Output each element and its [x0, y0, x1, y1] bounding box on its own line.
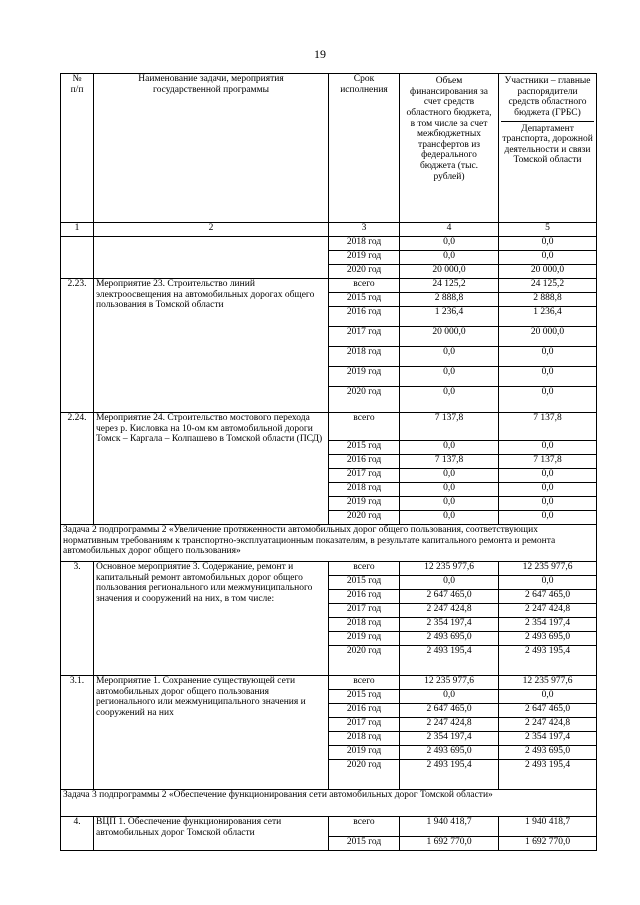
row-participant-funding: 0,0	[499, 497, 597, 511]
row-year: всего	[329, 413, 400, 441]
row-year: 2018 год	[329, 237, 400, 251]
row-funding: 2 354 197,4	[400, 732, 499, 746]
row-year: всего	[329, 562, 400, 576]
row-funding: 12 235 977,6	[400, 676, 499, 690]
table-row	[61, 676, 597, 690]
row-participant-funding: 2 493 195,4	[499, 760, 597, 790]
row-participant-funding: 0,0	[499, 576, 597, 590]
row-year: 2020 год	[329, 646, 400, 676]
row-participant-funding: 2 493 695,0	[499, 746, 597, 760]
row-participant-funding: 1 236,4	[499, 307, 597, 327]
row-funding: 2 493 195,4	[400, 760, 499, 790]
row-year: 2016 год	[329, 307, 400, 327]
row-funding: 2 247 424,8	[400, 604, 499, 618]
table-row	[61, 237, 597, 251]
row-name: Мероприятие 1. Сохранение существующей сети автомобильных дорог общего пользования регионального или межмуниципального значения и сооружений на них	[94, 676, 329, 790]
row-funding: 2 647 465,0	[400, 704, 499, 718]
row-name	[94, 237, 329, 279]
row-funding: 0,0	[400, 441, 499, 455]
row-funding: 0,0	[400, 469, 499, 483]
row-year: 2018 год	[329, 618, 400, 632]
row-year: 2016 год	[329, 455, 400, 469]
row-year: всего	[329, 817, 400, 837]
row-funding: 0,0	[400, 387, 499, 413]
row-funding: 0,0	[400, 511, 499, 525]
row-participant-funding: 2 354 197,4	[499, 732, 597, 746]
row-participant-funding: 12 235 977,6	[499, 676, 597, 690]
header-participants	[499, 74, 597, 223]
row-year: 2015 год	[329, 690, 400, 704]
row-year: 2020 год	[329, 265, 400, 279]
table-row	[61, 413, 597, 441]
table-row	[61, 817, 597, 837]
task-2-title: Задача 2 подпрограммы 2 «Увеличение протяженности автомобильных дорог общего пользования, соответствующих нормативным требованиям к транспортно-эксплуатационным показателям, в результате капитального ремонта и ремонта автомобильных дорог общего пользования»	[61, 525, 597, 562]
row-year: 2017 год	[329, 327, 400, 347]
row-participant-funding: 1 940 418,7	[499, 817, 597, 837]
row-participant-funding: 2 888,8	[499, 293, 597, 307]
row-participant-funding: 0,0	[499, 347, 597, 367]
row-funding: 0,0	[400, 251, 499, 265]
header-no: № п/п	[61, 74, 94, 223]
row-year: 2018 год	[329, 483, 400, 497]
row-funding: 12 235 977,6	[400, 562, 499, 576]
row-number: 4.	[61, 817, 94, 851]
row-funding: 2 647 465,0	[400, 590, 499, 604]
row-year: 2017 год	[329, 469, 400, 483]
row-participant-funding: 0,0	[499, 511, 597, 525]
row-year: 2017 год	[329, 718, 400, 732]
row-participant-funding: 2 493 195,4	[499, 646, 597, 676]
row-funding: 1 940 418,7	[400, 817, 499, 837]
column-numbers-row	[61, 223, 597, 237]
row-funding: 2 888,8	[400, 293, 499, 307]
row-year: 2017 год	[329, 604, 400, 618]
row-funding: 2 493 695,0	[400, 632, 499, 646]
row-funding: 1 236,4	[400, 307, 499, 327]
row-year: 2015 год	[329, 441, 400, 455]
row-funding: 0,0	[400, 576, 499, 590]
row-number: 3.1.	[61, 676, 94, 790]
row-participant-funding: 20 000,0	[499, 265, 597, 279]
task-row	[61, 525, 597, 562]
row-participant-funding: 7 137,8	[499, 455, 597, 469]
row-participant-funding: 24 125,2	[499, 279, 597, 293]
row-participant-funding: 0,0	[499, 237, 597, 251]
row-participant-funding: 2 247 424,8	[499, 718, 597, 732]
row-participant-funding: 12 235 977,6	[499, 562, 597, 576]
column-number: 4	[400, 223, 499, 237]
row-year: 2019 год	[329, 251, 400, 265]
row-participant-funding: 0,0	[499, 367, 597, 387]
row-funding: 2 493 695,0	[400, 746, 499, 760]
row-year: всего	[329, 279, 400, 293]
task-3-title: Задача 3 подпрограммы 2 «Обеспечение функционирования сети автомобильных дорог Томской области»	[61, 790, 597, 817]
row-participant-funding: 0,0	[499, 469, 597, 483]
header-name: Наименование задачи, мероприятия государственной программы	[94, 74, 329, 223]
row-funding: 2 247 424,8	[400, 718, 499, 732]
row-name: Мероприятие 23. Строительство линий электроосвещения на автомобильных дорогах общего пользования в Томской области	[94, 279, 329, 413]
row-year: 2015 год	[329, 293, 400, 307]
row-year: 2015 год	[329, 576, 400, 590]
row-participant-funding: 2 647 465,0	[499, 704, 597, 718]
row-participant-funding: 0,0	[499, 387, 597, 413]
row-participant-funding: 2 354 197,4	[499, 618, 597, 632]
row-funding: 20 000,0	[400, 265, 499, 279]
row-year: 2020 год	[329, 760, 400, 790]
row-funding: 0,0	[400, 347, 499, 367]
row-funding: 0,0	[400, 690, 499, 704]
table-row	[61, 562, 597, 576]
row-participant-funding: 0,0	[499, 690, 597, 704]
header-participants-top: Участники – главные распорядители средств областного бюджета (ГРБС)	[501, 74, 594, 122]
row-year: 2016 год	[329, 590, 400, 604]
row-year: 2018 год	[329, 732, 400, 746]
row-year: 2019 год	[329, 632, 400, 646]
row-number: 3.	[61, 562, 94, 676]
row-funding: 7 137,8	[400, 413, 499, 441]
row-participant-funding: 0,0	[499, 251, 597, 265]
column-number: 1	[61, 223, 94, 237]
row-funding: 2 354 197,4	[400, 618, 499, 632]
row-funding: 0,0	[400, 483, 499, 497]
row-funding: 7 137,8	[400, 455, 499, 469]
program-table	[60, 73, 597, 851]
task-row	[61, 790, 597, 817]
column-number: 2	[94, 223, 329, 237]
column-number: 5	[499, 223, 597, 237]
row-year: 2015 год	[329, 837, 400, 851]
row-funding: 1 692 770,0	[400, 837, 499, 851]
row-funding: 2 493 195,4	[400, 646, 499, 676]
row-funding: 24 125,2	[400, 279, 499, 293]
row-participant-funding: 20 000,0	[499, 327, 597, 347]
row-name: ВЦП 1. Обеспечение функционирования сети автомобильных дорог Томской области	[94, 817, 329, 851]
row-funding: 0,0	[400, 367, 499, 387]
column-number: 3	[329, 223, 400, 237]
row-year: 2020 год	[329, 387, 400, 413]
header-period: Срок исполнения	[329, 74, 400, 223]
row-funding: 0,0	[400, 497, 499, 511]
row-year: 2020 год	[329, 511, 400, 525]
header-participants-bottom: Департамент транспорта, дорожной деятельности и связи Томской области	[502, 123, 593, 166]
row-participant-funding: 1 692 770,0	[499, 837, 597, 851]
row-year: всего	[329, 676, 400, 690]
row-year: 2016 год	[329, 704, 400, 718]
row-number: 2.24.	[61, 413, 94, 525]
row-participant-funding: 7 137,8	[499, 413, 597, 441]
row-number: 2.23.	[61, 279, 94, 413]
page-number: 19	[314, 47, 326, 61]
row-funding: 0,0	[400, 237, 499, 251]
header-row	[61, 74, 597, 223]
row-year: 2019 год	[329, 746, 400, 760]
row-year: 2019 год	[329, 497, 400, 511]
row-name: Мероприятие 24. Строительство мостового перехода через р. Кисловка на 10-ом км автомобильной дороги Томск – Каргала – Колпашево в Томской области (ПСД)	[94, 413, 329, 525]
row-funding: 20 000,0	[400, 327, 499, 347]
row-year: 2018 год	[329, 347, 400, 367]
table-row	[61, 279, 597, 293]
row-name: Основное мероприятие 3. Содержание, ремонт и капитальный ремонт автомобильных дорог общего пользования регионального или межмуниципального значения и сооружений на них, в том числе:	[94, 562, 329, 676]
row-number	[61, 237, 94, 279]
row-participant-funding: 0,0	[499, 483, 597, 497]
row-participant-funding: 2 647 465,0	[499, 590, 597, 604]
row-participant-funding: 2 493 695,0	[499, 632, 597, 646]
row-participant-funding: 0,0	[499, 441, 597, 455]
header-funding: Объем финансирования за счет средств областного бюджета, в том числе за счет межбюджетных трансфертов из федерального бюджета (тыс. рублей)	[400, 74, 499, 223]
row-year: 2019 год	[329, 367, 400, 387]
row-participant-funding: 2 247 424,8	[499, 604, 597, 618]
